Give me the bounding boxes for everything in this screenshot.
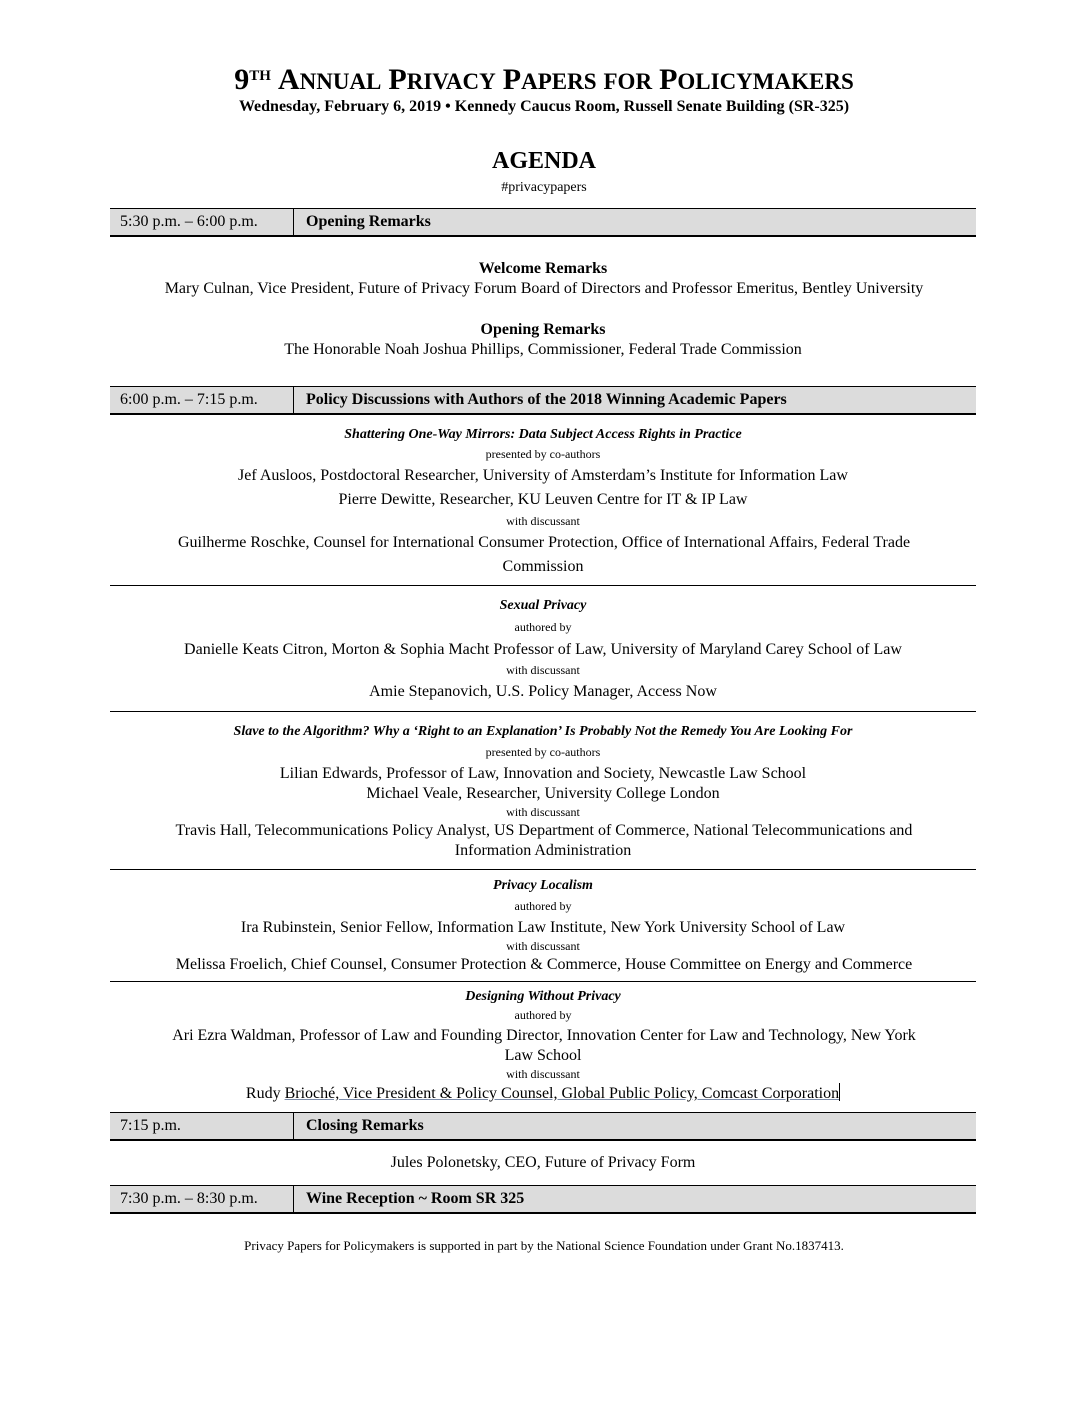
paper-byline: presented by co-authors [485, 745, 601, 759]
title-word-rest: APERS [521, 69, 597, 94]
agenda-heading: AGENDA [491, 148, 596, 174]
title-word-rest: OLICYMAKERS [677, 69, 854, 94]
discussant: Guilherme Roschke, Counsel for International Consumer Protection, Office of International Affairs, Federal Trade [177, 534, 911, 551]
paper-byline: authored by [514, 899, 572, 913]
opening-heading: Opening Remarks [480, 321, 606, 338]
paper-author: Ari Ezra Waldman, Professor of Law and Founding Director, Innovation Center for Law and Technology, New York [172, 1027, 916, 1044]
session-label: Policy Discussions with Authors of the 2018 Winning Academic Papers [306, 391, 787, 408]
hashtag: #privacypapers [501, 180, 587, 195]
paper-author: Jef Ausloos, Postdoctoral Researcher, University of Amsterdam’s Institute for Information Law [238, 467, 848, 484]
discussant-details: Brioché, Vice President & Policy Counsel, Global Public Policy, Comcast Corporation [284, 1085, 840, 1102]
title-word-initial: P [502, 63, 522, 96]
session-row-reception [110, 1185, 976, 1214]
paper-author: Ira Rubinstein, Senior Fellow, Information Law Institute, New York University School of Law [240, 919, 846, 936]
paper-title: Designing Without Privacy [465, 989, 621, 1004]
session-row-opening [110, 208, 976, 237]
divider [110, 981, 976, 982]
title-word-rest: FOR [603, 69, 653, 94]
session-time: 7:15 p.m. [110, 1113, 294, 1139]
discussant-continued: Information Administration [454, 842, 632, 859]
paper-byline: presented by co-authors [485, 447, 601, 461]
title-word-rest: NNUAL [299, 69, 382, 94]
discussant-first-name: Rudy [245, 1085, 281, 1102]
discussant-label: with discussant [506, 1067, 580, 1081]
session-time: 6:00 p.m. – 7:15 p.m. [110, 387, 294, 413]
paper-byline: authored by [514, 620, 572, 634]
opening-speaker: The Honorable Noah Joshua Phillips, Commissioner, Federal Trade Commission [284, 341, 802, 358]
title-number: 9 [234, 63, 250, 96]
session-label: Wine Reception ~ Room SR 325 [306, 1190, 525, 1207]
title-word-rest: RIVACY [406, 69, 496, 94]
paper-author: Pierre Dewitte, Researcher, KU Leuven Centre for IT & IP Law [338, 491, 748, 508]
paper-author: Danielle Keats Citron, Morton & Sophia Macht Professor of Law, University of Maryland Carey School of Law [184, 641, 902, 658]
session-time: 7:30 p.m. – 8:30 p.m. [110, 1186, 294, 1212]
divider [110, 585, 976, 586]
discussant-label: with discussant [506, 514, 580, 528]
discussant: Travis Hall, Telecommunications Policy Analyst, US Department of Commerce, National Telecommunications and [175, 822, 913, 839]
event-subtitle: Wednesday, February 6, 2019 • Kennedy Caucus Room, Russell Senate Building (SR-325) [238, 98, 850, 115]
closing-speaker: Jules Polonetsky, CEO, Future of Privacy Form [390, 1154, 696, 1171]
divider [110, 711, 976, 712]
discussant: Melissa Froelich, Chief Counsel, Consumer Protection & Commerce, House Committee on Energy and Commerce [175, 956, 913, 973]
session-time: 5:30 p.m. – 6:00 p.m. [110, 209, 294, 235]
title-word-initial: A [277, 63, 300, 96]
title-word-initial: P [659, 63, 678, 96]
welcome-heading: Welcome Remarks [478, 260, 608, 277]
paper-title: Slave to the Algorithm? Why a ‘Right to an Explanation’ Is Probably Not the Remedy You Are Looking For [233, 724, 853, 739]
discussant: Amie Stepanovich, U.S. Policy Manager, Access Now [369, 683, 717, 700]
paper-title: Sexual Privacy [499, 598, 587, 613]
session-label: Opening Remarks [306, 213, 431, 230]
welcome-speaker: Mary Culnan, Vice President, Future of Privacy Forum Board of Directors and Professor Emeritus, Bentley University [164, 280, 924, 297]
discussant-continued: Commission [502, 558, 584, 575]
paper-author: Michael Veale, Researcher, University College London [366, 785, 720, 802]
divider [110, 869, 976, 870]
title-word-initial: P [388, 63, 407, 96]
discussant-label: with discussant [506, 805, 580, 819]
paper-author-continued: Law School [504, 1047, 582, 1064]
document-title [0, 64, 1088, 98]
discussant-label: with discussant [506, 663, 580, 677]
session-label: Closing Remarks [306, 1117, 424, 1134]
paper-author: Lilian Edwards, Professor of Law, Innovation and Society, Newcastle Law School [279, 765, 807, 782]
paper-title: Privacy Localism [493, 878, 593, 893]
paper-byline: authored by [514, 1008, 572, 1022]
paper-title: Shattering One-Way Mirrors: Data Subject Access Rights in Practice [344, 427, 742, 442]
text-cursor [839, 1083, 840, 1101]
session-row-policy-discussions [110, 386, 976, 415]
discussant-label: with discussant [506, 939, 580, 953]
discussant [110, 1083, 976, 1104]
footer-note: Privacy Papers for Policymakers is supported in part by the National Science Foundation under Grant No.1837413. [244, 1238, 844, 1253]
title-ordinal-suffix: TH [249, 68, 271, 84]
session-row-closing [110, 1112, 976, 1141]
